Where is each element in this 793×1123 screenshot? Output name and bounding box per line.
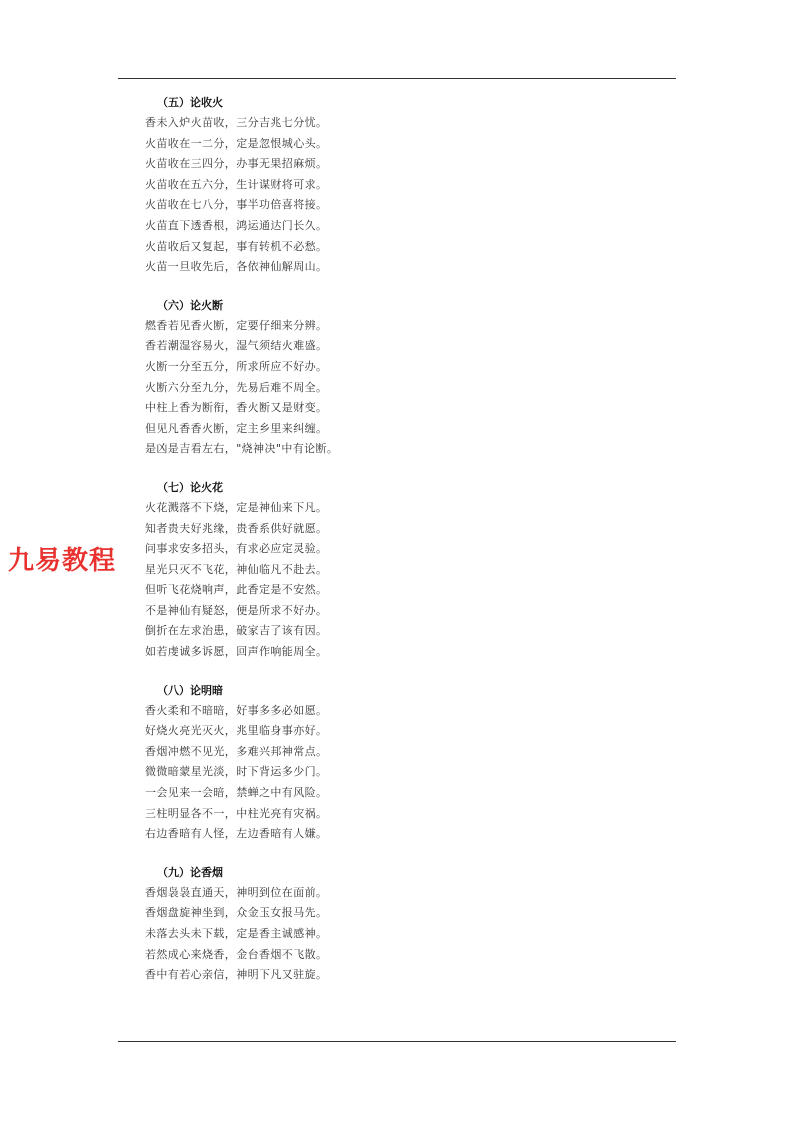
verse-line: 微微暗蒙星光淡，时下背运多少门。 [145, 765, 328, 779]
verse-line: 香烟盘旋神坐到，众金玉女报马先。 [145, 906, 328, 920]
verse-line: 好烧火亮光灭火，兆里临身事亦好。 [145, 724, 328, 738]
verse-line: 香烟袅袅直通天，神明到位在面前。 [145, 885, 328, 899]
section-lun-huo-duan [145, 297, 445, 460]
verse-line: 倒折在左求治患，破家吉了该有因。 [145, 624, 328, 638]
verse-line: 一会见来一会暗，禁蝉之中有风险。 [145, 786, 328, 800]
verse-line: 三柱明显各不一，中柱光亮有灾祸。 [145, 806, 328, 820]
section-title: （六）论火断 [157, 298, 223, 312]
footer-rule [118, 1041, 676, 1042]
verse-line: 火苗收在三四分，办事无果招麻烦。 [145, 157, 328, 171]
verse-line: 香若潮湿容易火，湿气须结火难盛。 [145, 339, 328, 353]
verse-line: 但见凡香香火断，定主乡里来纠缠。 [145, 421, 328, 435]
verse-line: 问事求安多招头，有求必应定灵验。 [145, 542, 328, 556]
verse-line: 星光只灭不飞花，神仙临凡不赴去。 [145, 562, 328, 576]
verse-line: 香未入炉火苗收，三分吉兆七分忧。 [145, 116, 328, 129]
section-lun-huo-hua [145, 479, 445, 663]
verse-line: 如若虔诚多诉愿，回声作响能周全。 [145, 645, 328, 659]
verse-line: 火苗收后又复起，事有转机不必愁。 [145, 239, 328, 253]
verse-line: 火花溅落不下烧，定是神仙来下凡。 [145, 500, 328, 514]
section-title: （八）论明暗 [157, 683, 223, 697]
watermark-logo: 九易教程 [8, 546, 117, 576]
verse-line: 燃香若见香火断，定要仔细来分辨。 [145, 318, 328, 332]
verse-line: 香中有若心亲信，神明下凡又驻旋。 [145, 968, 328, 982]
verse-line: 中柱上香为断衔，香火断又是财变。 [145, 401, 328, 415]
section-lun-ming-an [145, 682, 445, 845]
section-title: （七）论火花 [157, 480, 223, 494]
verse-line: 火苗收在五六分，生计谋财将可求。 [145, 177, 328, 191]
verse-line: 是凶是吉看左右，"烧神决"中有论断。 [145, 442, 339, 456]
section-title: （九）论香烟 [157, 865, 223, 879]
verse-line: 火断六分至九分，先易后难不周全。 [145, 380, 328, 394]
verse-line: 未落去头未下载，定是香主诚感神。 [145, 927, 328, 940]
verse-line: 知者贵夫好兆缘，贵香系供好就愿。 [145, 521, 328, 535]
section-lun-shou-huo [145, 94, 445, 278]
header-rule [118, 78, 676, 79]
verse-line: 香火柔和不暗暗，好事多多必如愿。 [145, 703, 328, 717]
section-lun-xiang-yan [145, 864, 445, 986]
document-body [145, 94, 445, 1005]
verse-line: 右边香暗有人怪，左边香暗有人嫌。 [145, 827, 328, 841]
section-title: （五）论收火 [157, 96, 223, 109]
verse-line: 不是神仙有疑怒，便是所求不好办。 [145, 603, 328, 617]
verse-line: 火苗直下透香根，鸿运通达门长久。 [145, 218, 328, 232]
verse-line: 火苗收在一二分，定是忽恨城心头。 [145, 136, 328, 150]
verse-line: 火苗一旦收先后，各依神仙解周山。 [145, 260, 328, 274]
verse-line: 火苗收在七八分，事半功倍喜将接。 [145, 198, 328, 212]
verse-line: 香烟冲燃不见光，多难兴邦神常点。 [145, 744, 328, 758]
verse-line: 若然成心来烧香，金台香烟不飞散。 [145, 947, 328, 961]
verse-line: 火断一分至五分，所求所应不好办。 [145, 359, 328, 373]
verse-line: 但听飞花烧响声，此香定是不安然。 [145, 583, 328, 597]
